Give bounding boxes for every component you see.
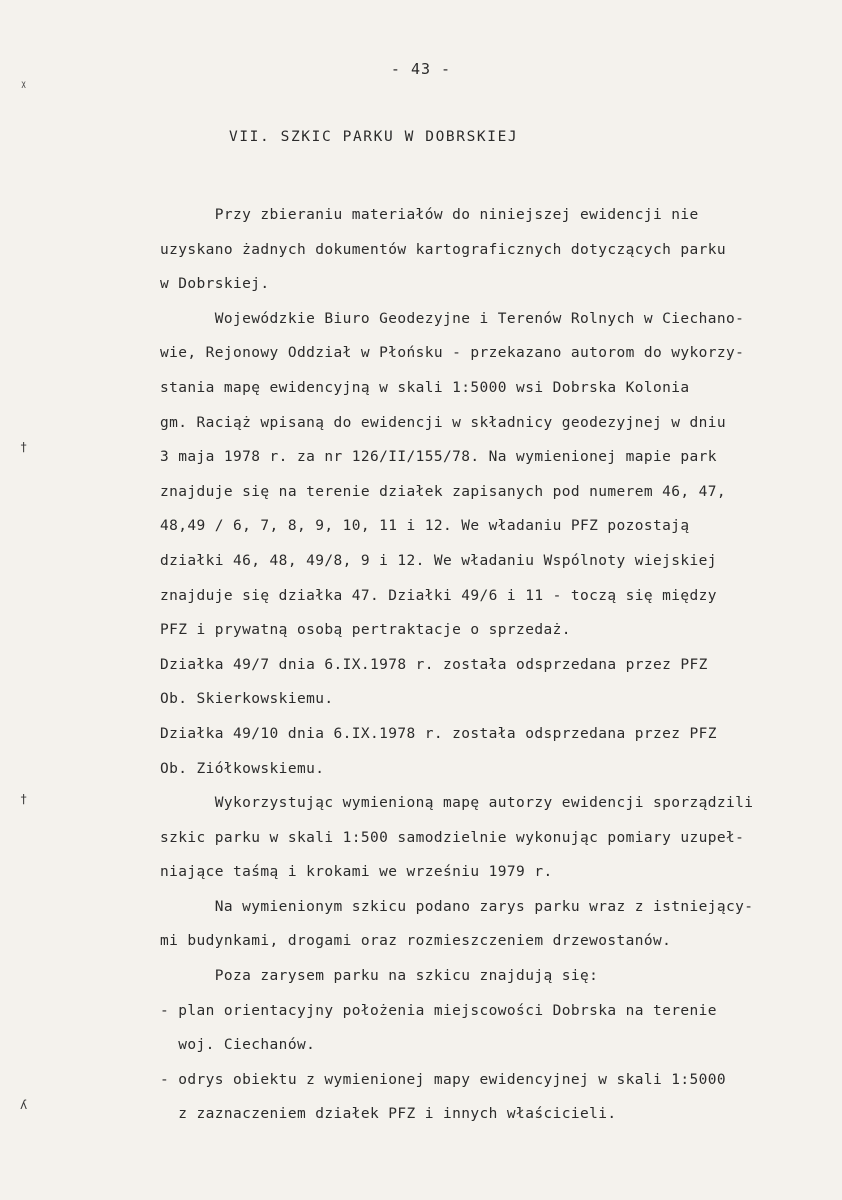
text-line: z zaznaczeniem działek PFZ i innych właścicieli. [160,1106,617,1123]
text-line: woj. Ciechanów. [160,1037,316,1054]
text-line: szkic parku w skali 1:500 samodzielnie wykonując pomiary uzupeł- [160,829,745,846]
text-line: Działka 49/7 dnia 6.IX.1978 r. została odsprzedana przez PFZ [160,656,708,673]
text-line: uzyskano żadnych dokumentów kartograficznych dotyczących parku [160,241,727,258]
text-line: stania mapę ewidencyjną w skali 1:5000 wsi Dobrska Kolonia [160,379,690,396]
text-line: wie, Rejonowy Oddział w Płońsku - przekazano autorom do wykorzy- [160,345,745,362]
page-number: - 43 - [390,60,452,78]
text-line: Na wymienionym szkicu podano zarys parku wraz z istniejący- [160,898,754,915]
text-line: gm. Raciąż wpisaną do ewidencji w składnicy geodezyjnej w dniu [160,414,727,431]
margin-mark: † [20,440,28,454]
margin-mark: † [20,792,28,806]
text-line: Wykorzystując wymienioną mapę autorzy ewidencji sporządzili [160,795,754,812]
text-line: Działka 49/10 dnia 6.IX.1978 r. została odsprzedana przez PFZ [160,725,717,742]
text-line: Przy zbieraniu materiałów do niniejszej ewidencji nie [160,207,699,223]
text-line: znajduje się na terenie działek zapisanych pod numerem 46, 47, [160,483,727,500]
chapter-title: VII. SZKIC PARKU W DOBRSKIEJ [229,129,519,145]
text-line: Wojewódzkie Biuro Geodezyjne i Terenów Rolnych w Ciechano- [160,310,745,327]
text-line: niające taśmą i krokami we wrześniu 1979 r. [160,864,553,881]
text-line: 3 maja 1978 r. za nr 126/II/155/78. Na wymienionej mapie park [160,449,717,466]
margin-mark: ʎ [20,1098,28,1112]
text-line: Ob. Skierkowskiemu. [160,691,334,708]
margin-mark: ᵡ [20,78,28,92]
text-line: mi budynkami, drogami oraz rozmieszczeniem drzewostanów. [160,933,672,950]
text-line: znajduje się działka 47. Działki 49/6 i 11 - toczą się między [160,587,717,604]
document-body [160,198,840,1132]
text-line: - odrys obiektu z wymienionej mapy ewidencyjnej w skali 1:5000 [160,1071,727,1088]
text-line: 48,49 / 6, 7, 8, 9, 10, 11 i 12. We władaniu PFZ pozostają [160,518,690,535]
text-line: Poza zarysem parku na szkicu znajdują się: [160,968,599,985]
text-line: Ob. Ziółkowskiemu. [160,760,325,777]
text-line: w Dobrskiej. [160,276,270,293]
text-line: działki 46, 48, 49/8, 9 i 12. We władaniu Wspólnoty wiejskiej [160,552,717,569]
text-line: - plan orientacyjny położenia miejscowości Dobrska na terenie [160,1002,717,1019]
text-line: PFZ i prywatną osobą pertraktacje o sprzedaż. [160,622,571,639]
